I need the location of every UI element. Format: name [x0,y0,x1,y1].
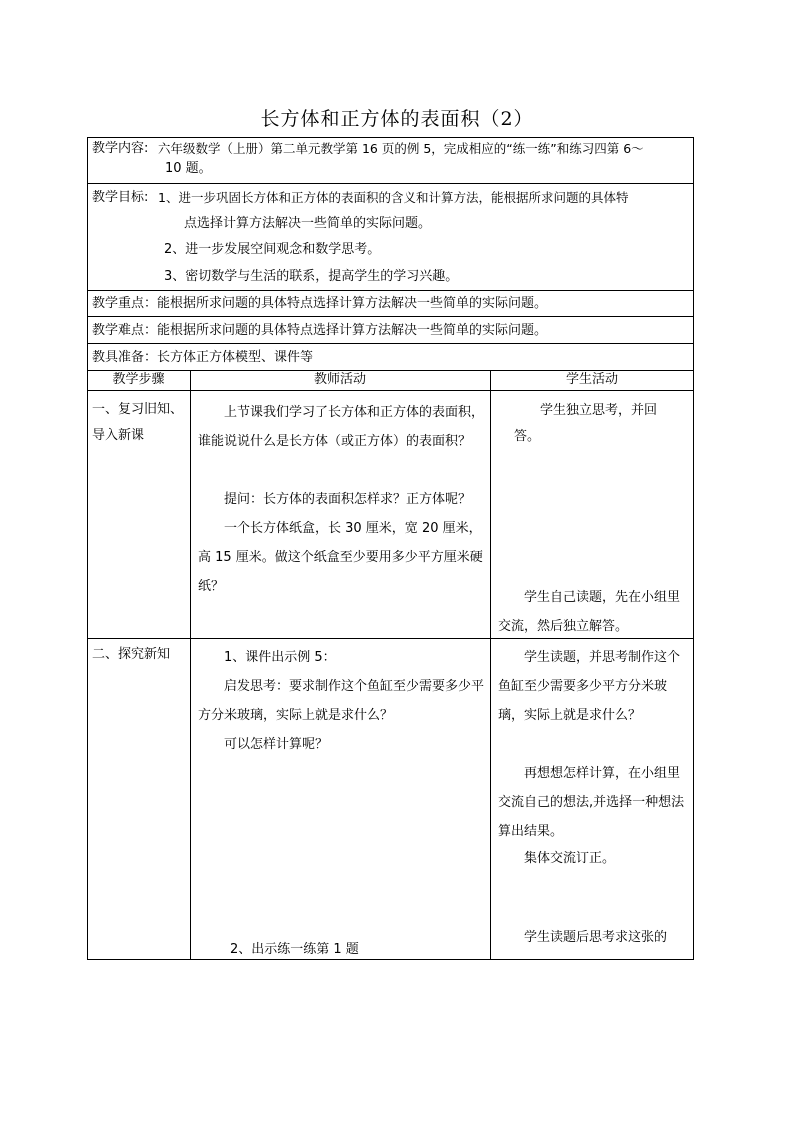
goal-1-line-2: 点选择计算方法解决一些简单的实际问题。 [184,216,432,231]
teaching-focus: 教学重点：能根据所求问题的具体特点选择计算方法解决一些简单的实际问题。 [92,296,548,311]
step-1-line-1: 一、复习旧知、 [92,402,184,417]
teacher-activity-1-p3: 一个长方体纸盒，长 30 厘米，宽 20 厘米，高 15 厘米。做这个纸盒至少要用多少平方厘米硬纸？ [198,521,483,594]
column-divider [490,370,491,960]
content-label: 教学内容: [92,141,149,156]
teacher-activity-2-p3: 可以怎样计算呢？ [224,737,329,752]
student-activity-2-p3: 集体交流订正。 [524,851,616,866]
goals-label: 教学目标: [92,190,149,205]
teacher-activity-2-p1: 1、课件出示例 5： [224,650,336,665]
goal-1-line-1: 1、进一步巩固长方体和正方体的表面积的含义和计算方法，能根据所求问题的具体特 [158,190,629,205]
goal-2: 2、进一步发展空间观念和数学思考。 [164,242,381,257]
step-1-line-2: 导入新课 [92,428,145,443]
content-line-2: 10 题。 [165,161,212,176]
student-activity-2-p2: 再想想怎样计算，在小组里交流自己的想法,并选择一种想法算出结果。 [498,766,685,839]
teacher-activity-1-p2: 提问：长方体的表面积怎样求？正方体呢？ [224,492,472,507]
step-2: 二、探究新知 [92,647,171,662]
teaching-materials: 教具准备：长方体正方体模型、课件等 [92,350,314,365]
content-line-1: 六年级数学（上册）第二单元教学第 16 页的例 5，完成相应的“练一练”和练习四第 6～ [158,141,644,156]
student-activity-1-p2: 学生自己读题，先在小组里交流，然后独立解答。 [498,590,681,634]
row-divider [87,290,694,291]
header-steps: 教学步骤 [112,372,165,387]
goal-3: 3、密切数学与生活的联系，提高学生的学习兴趣。 [164,269,459,284]
student-activity-2-p4: 学生读题后思考求这张的 [524,930,668,945]
row-divider [87,183,694,184]
row-divider [87,316,694,317]
page-title: 长方体和正方体的表面积（2） [260,108,534,130]
teacher-activity-2-p4: 2、出示练一练第 1 题 [230,942,359,957]
teacher-activity-1-p1: 上节课我们学习了长方体和正方体的表面积，谁能说说什么是长方体（或正方体）的表面积？ [198,405,485,449]
column-divider [190,370,191,960]
header-teacher-activity: 教师活动 [313,372,366,387]
teacher-activity-2-p2: 启发思考：要求制作这个鱼缸至少需要多少平方分米玻璃，实际上就是求什么？ [198,679,485,723]
row-divider [87,343,694,344]
student-activity-1-p1: 学生独立思考，并回答。 [514,403,658,444]
header-student-activity: 学生活动 [565,372,618,387]
row-divider [87,390,694,391]
teaching-difficulty: 教学难点：能根据所求问题的具体特点选择计算方法解决一些简单的实际问题。 [92,323,548,338]
student-activity-2-p1: 学生读题，并思考制作这个鱼缸至少需要多少平方分米玻璃，实际上就是求什么？ [498,650,681,723]
